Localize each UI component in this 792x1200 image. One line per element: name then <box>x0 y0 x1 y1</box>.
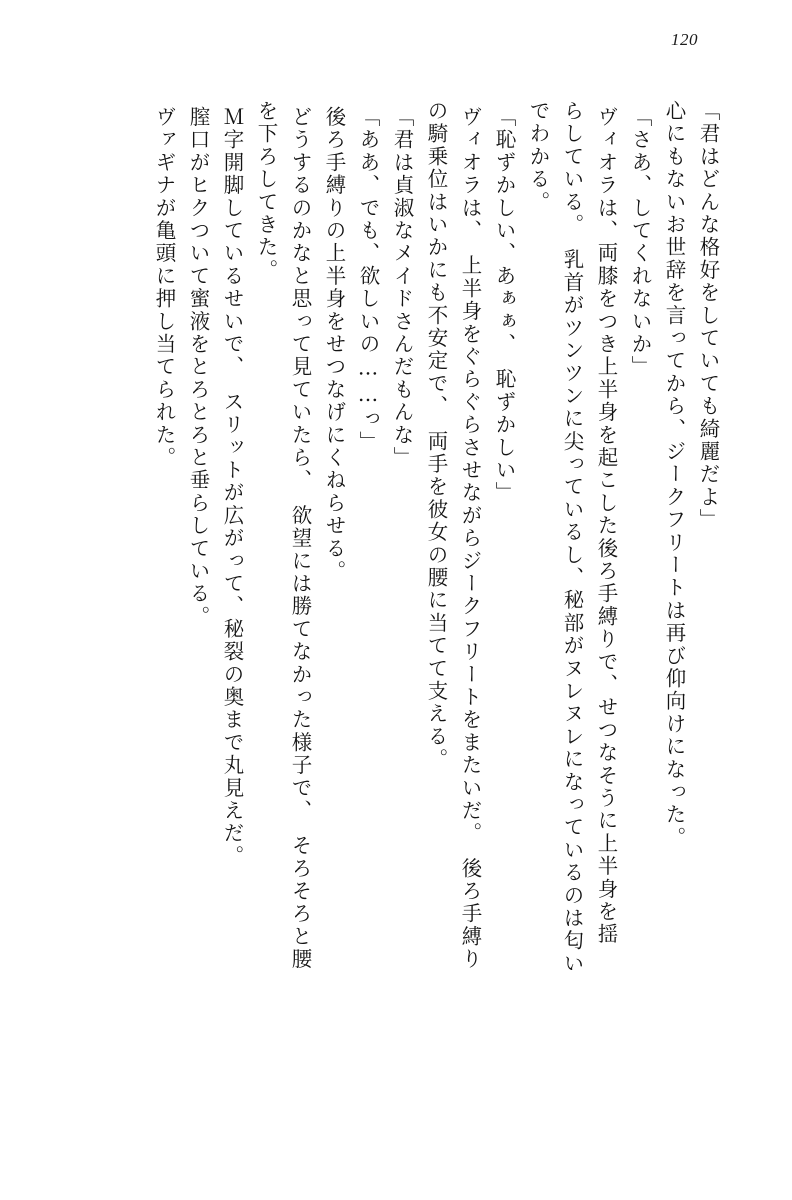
text-line: どうするのかなと思って見ていたら、 欲望には勝てなかった様子で、 そろそろと腰 <box>288 106 312 971</box>
page-number: 120 <box>671 30 698 49</box>
text-line: 「君はどんな格好をしていても綺麗だよ」 <box>696 100 720 532</box>
text-line: 「ああ、でも、欲しいの……っ」 <box>356 106 380 454</box>
text-line: Ｍ字開脚しているせいで、 スリットが広がって、秘裂の奥まで丸見えだ。 <box>220 106 244 868</box>
text-line: 心にもないお世辞を言ってから、ジークフリートは再び仰向けになった。 <box>662 100 686 850</box>
vertical-text-block <box>60 100 718 1140</box>
text-line: でわかる。 <box>526 100 550 214</box>
text-line: ヴィオラは、 上半身をぐらぐらさせながらジークフリートをまたいだ。 後ろ手縛り <box>458 106 482 971</box>
text-line: 後ろ手縛りの上半身をせつなげにくねらせる。 <box>322 106 346 583</box>
text-line: 「君は貞淑なメイドさんだもんな」 <box>390 106 414 470</box>
text-line: ヴィオラは、両膝をつき上半身を起こした後ろ手縛りで、せつなそうに上半身を揺 <box>594 106 618 946</box>
text-line: 膣口がヒクついて蜜液をとろとろと垂らしている。 <box>186 106 210 629</box>
text-line: らしている。 乳首がツンツンに尖っているし、秘部がヌレヌレになっているのは匂い <box>560 100 584 976</box>
text-line: を下ろしてきた。 <box>254 100 278 282</box>
text-line: 「恥ずかしい、あぁぁ、 恥ずかしい」 <box>492 106 516 505</box>
text-line: ヴァギナが亀頭に押し当てられた。 <box>152 106 176 470</box>
text-line: の騎乗位はいかにも不安定で、 両手を彼女の腰に当てて支える。 <box>424 100 448 771</box>
text-line: 「さあ、してくれないか」 <box>628 106 652 379</box>
